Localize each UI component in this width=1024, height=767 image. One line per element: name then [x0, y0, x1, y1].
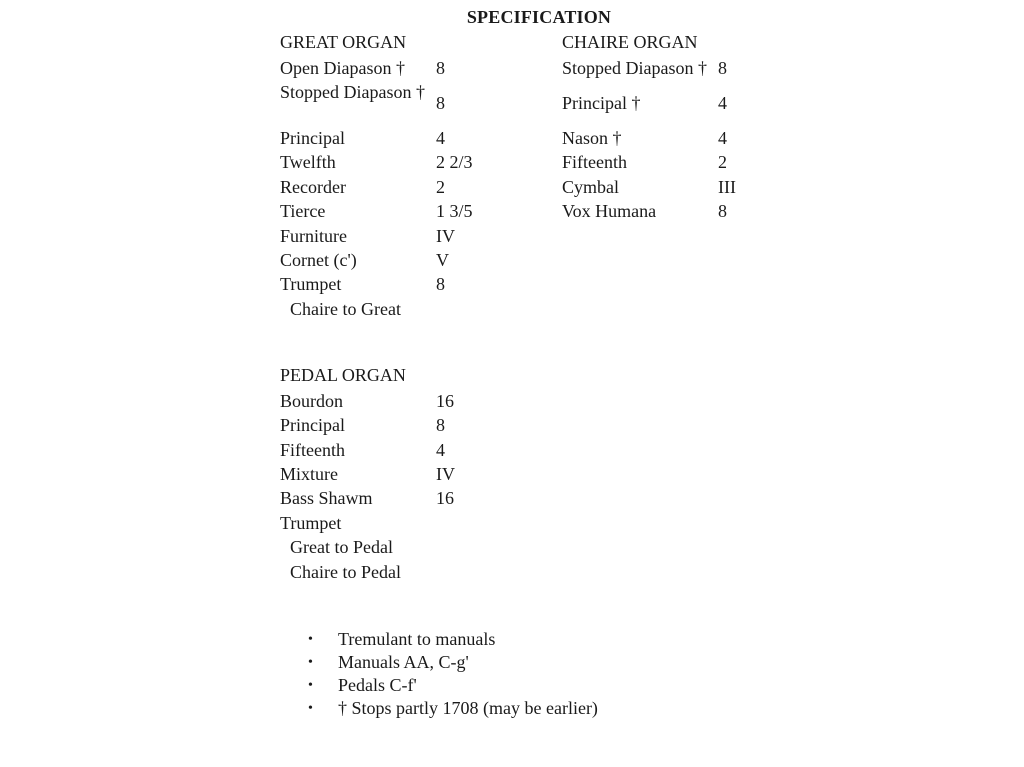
list-item	[306, 651, 598, 674]
stop-pitch: 4	[436, 440, 445, 460]
stop-name: Nason †	[562, 128, 622, 148]
notes-list	[306, 628, 598, 720]
stop-pitch: 16	[436, 391, 454, 411]
stop-pitch: 4	[718, 93, 727, 113]
stop-name: Twelfth	[280, 152, 336, 172]
stop-name: Bourdon	[280, 391, 343, 411]
list-item	[306, 697, 598, 720]
stop-name: Stopped Diapason †	[280, 82, 425, 102]
stop-name: Open Diapason †	[280, 58, 405, 78]
stop-pitch: 2 2/3	[436, 152, 473, 172]
stop-name: Trumpet	[280, 513, 342, 533]
stop-pitch: IV	[436, 464, 455, 484]
stop-pitch: 1 3/5	[436, 201, 473, 221]
coupler-name: Great to Pedal	[290, 537, 393, 557]
stop-name: Principal	[280, 415, 345, 435]
note-text: Tremulant to manuals	[338, 629, 496, 649]
stop-pitch: 8	[436, 58, 445, 78]
stop-name: Bass Shawm	[280, 488, 373, 508]
stop-pitch: V	[436, 250, 449, 270]
stop-pitch: 8	[436, 415, 445, 435]
stop-name: Tierce	[280, 201, 326, 221]
stop-pitch: 8	[718, 58, 727, 78]
stop-pitch: 4	[436, 128, 445, 148]
note-text: Manuals AA, C-g'	[338, 652, 469, 672]
stop-pitch: 8	[436, 274, 445, 294]
coupler-name: Chaire to Great	[290, 299, 401, 319]
bullet-icon: •	[308, 632, 313, 647]
stop-name: Principal †	[562, 93, 641, 113]
stop-pitch: III	[718, 177, 736, 197]
stop-pitch: 2	[718, 152, 727, 172]
stop-pitch: 2	[436, 177, 445, 197]
pedal-organ-heading: PEDAL ORGAN	[280, 365, 406, 385]
stop-name: Cornet (c')	[280, 250, 357, 270]
note-text: † Stops partly 1708 (may be earlier)	[338, 698, 598, 718]
stop-pitch: IV	[436, 226, 455, 246]
chaire-organ-heading: CHAIRE ORGAN	[562, 32, 698, 52]
note-text: Pedals C-f'	[338, 675, 417, 695]
stop-name: Recorder	[280, 177, 346, 197]
coupler-name: Chaire to Pedal	[290, 562, 401, 582]
stop-name: Mixture	[280, 464, 338, 484]
stop-pitch: 8	[718, 201, 727, 221]
great-organ-heading: GREAT ORGAN	[280, 32, 407, 52]
stop-pitch: 16	[436, 488, 454, 508]
bullet-icon: •	[308, 678, 313, 693]
stop-name: Vox Humana	[562, 201, 657, 221]
bullet-icon: •	[308, 655, 313, 670]
bullet-icon: •	[308, 701, 313, 716]
stop-name: Principal	[280, 128, 345, 148]
list-item	[306, 674, 598, 697]
stop-name: Cymbal	[562, 177, 619, 197]
stop-name: Fifteenth	[280, 440, 345, 460]
page-title: SPECIFICATION	[466, 7, 612, 27]
stop-name: Trumpet	[280, 274, 342, 294]
stop-name: Furniture	[280, 226, 347, 246]
stop-pitch: 8	[436, 93, 445, 113]
stop-name: Fifteenth	[562, 152, 627, 172]
list-item	[306, 628, 598, 651]
stop-pitch: 4	[718, 128, 727, 148]
stop-name: Stopped Diapason †	[562, 58, 707, 78]
